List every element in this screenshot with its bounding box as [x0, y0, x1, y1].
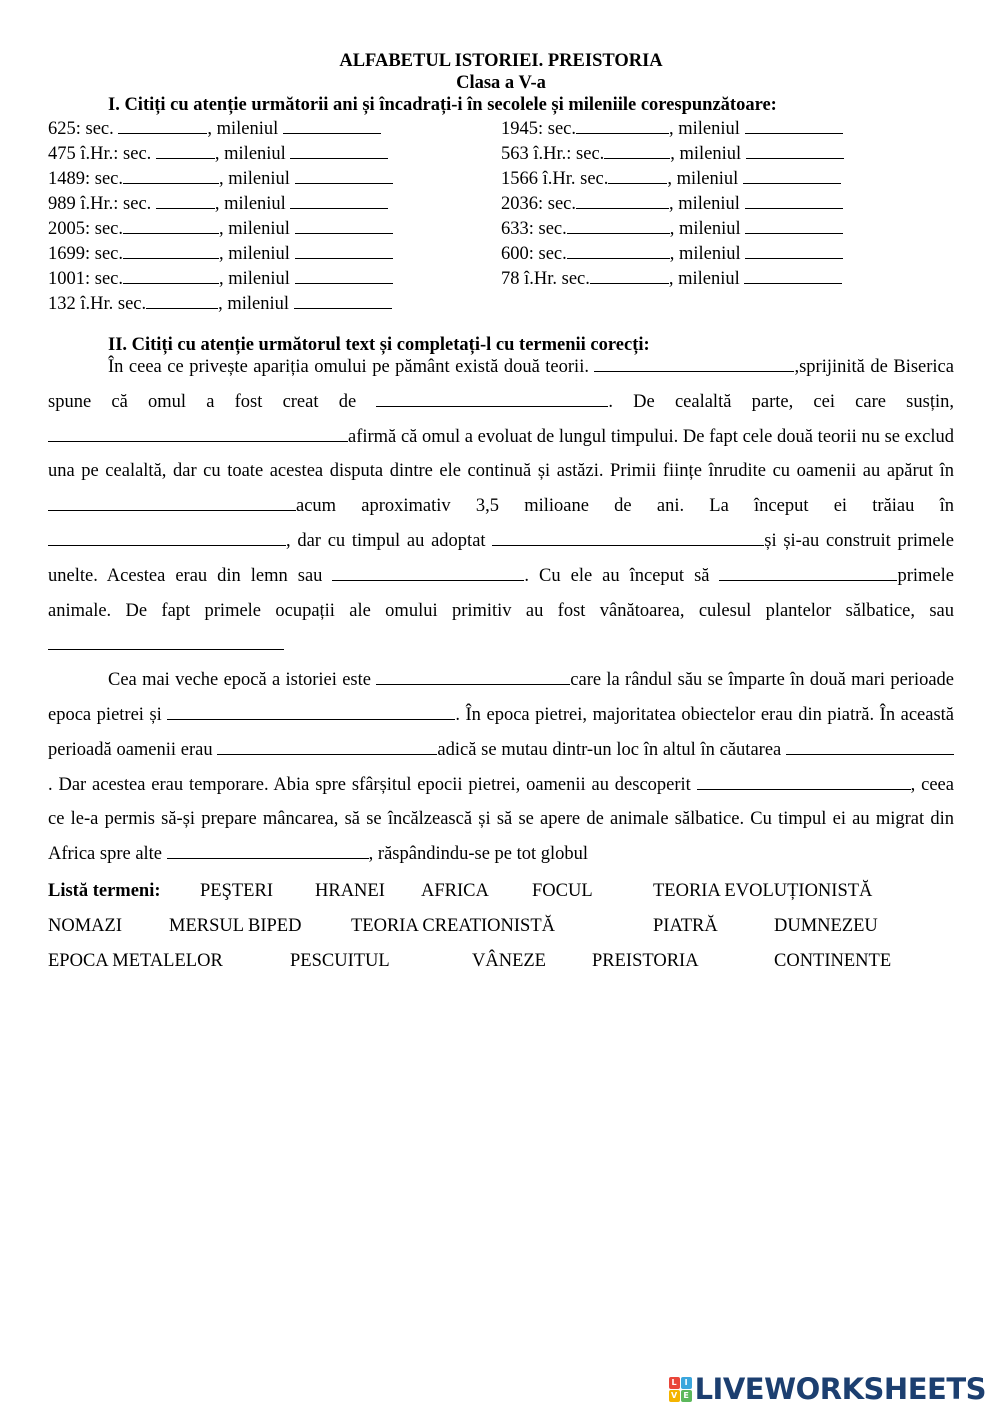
term-item: HRANEI [315, 880, 385, 901]
century-blank[interactable] [123, 267, 219, 284]
year-label: 1489: sec. [48, 169, 124, 189]
terms-row [48, 909, 954, 944]
century-blank[interactable] [156, 192, 215, 209]
year-row [501, 142, 954, 167]
mileniu-label: , mileniul [214, 144, 291, 164]
worksheet-page [48, 50, 954, 978]
fill-blank[interactable] [48, 529, 286, 546]
year-label: 132 î.Hr. sec. [48, 294, 147, 314]
millennium-blank[interactable] [295, 217, 393, 234]
year-row [501, 242, 954, 267]
fill-blank[interactable] [786, 738, 954, 755]
year-row [48, 217, 501, 242]
terms-row [48, 944, 954, 979]
year-label: 475 î.Hr.: sec. [48, 144, 156, 164]
liveworksheets-logo [669, 1372, 986, 1406]
year-row [501, 217, 954, 242]
year-label: 600: sec. [501, 244, 567, 264]
year-label: 563 î.Hr.: sec. [501, 144, 605, 164]
fill-blank[interactable] [719, 564, 897, 581]
mileniu-label: , mileniul [667, 169, 743, 189]
millennium-blank[interactable] [295, 167, 393, 184]
term-item: VÂNEZE [472, 950, 546, 971]
section1-heading: I. Citiți cu atenție următorii ani și încadrați-i în secolele și mileniile corespunzătoare: [108, 95, 777, 115]
century-blank[interactable] [567, 242, 670, 259]
century-blank[interactable] [123, 167, 219, 184]
term-item: PESCUITUL [290, 950, 390, 971]
year-row [501, 267, 954, 292]
millennium-blank[interactable] [745, 242, 843, 259]
terms-row [48, 874, 954, 909]
text-segment: . În epoca pietrei, majoritatea obiectelor erau din piatră. În această perioadă oamenii erau [48, 704, 955, 760]
terms-label: Listă termeni: [48, 880, 161, 901]
century-blank[interactable] [123, 217, 219, 234]
text-segment: primele animale. De fapt primele ocupații ale omului primitiv au fost vânătoarea, culesul plantelor sălbatice, sau [48, 565, 954, 621]
century-blank[interactable] [156, 142, 215, 159]
year-row [48, 142, 501, 167]
fill-blank[interactable] [167, 842, 369, 859]
term-item: EPOCA METALELOR [48, 950, 223, 971]
millennium-blank[interactable] [745, 217, 843, 234]
year-row [48, 292, 501, 317]
fill-blank[interactable] [376, 390, 608, 407]
fill-blank[interactable] [48, 425, 348, 442]
text-segment: adică se mutau dintr-un loc în altul în căutarea [437, 739, 786, 760]
year-row [48, 167, 501, 192]
millennium-blank[interactable] [744, 267, 842, 284]
mileniu-label: , mileniul [207, 119, 283, 139]
year-row [48, 242, 501, 267]
century-blank[interactable] [123, 242, 219, 259]
mileniu-label: , mileniul [669, 219, 746, 239]
fill-blank[interactable] [48, 494, 296, 511]
century-blank[interactable] [604, 142, 670, 159]
fill-blank[interactable] [48, 633, 284, 650]
year-label: 989 î.Hr.: sec. [48, 194, 156, 214]
term-item: TEORIA EVOLUȚIONISTĂ [653, 880, 873, 901]
year-row [48, 267, 501, 292]
millennium-blank[interactable] [294, 292, 392, 309]
term-item: MERSUL BIPED [169, 915, 302, 936]
page-title: ALFABETUL ISTORIEI. PREISTORIA [339, 51, 663, 71]
fill-in-text-paragraph-2 [48, 663, 954, 872]
millennium-blank[interactable] [745, 117, 843, 134]
year-row [48, 117, 501, 142]
text-segment: . Cu ele au început să [524, 565, 720, 586]
year-row [501, 167, 954, 192]
term-item: TEORIA CREATIONISTĂ [351, 915, 556, 936]
century-blank[interactable] [590, 267, 669, 284]
fill-blank[interactable] [594, 355, 794, 372]
liveworksheets-brand-text: LIVEWORKSHEETS [694, 1372, 986, 1406]
year-row [48, 192, 501, 217]
century-blank[interactable] [576, 117, 669, 134]
mileniu-label: , mileniul [219, 169, 295, 189]
mileniu-label: , mileniul [219, 219, 295, 239]
fill-blank[interactable] [332, 564, 524, 581]
text-segment: , răspândindu-se pe tot globul [368, 844, 589, 865]
millennium-blank[interactable] [290, 142, 388, 159]
term-item: AFRICA [421, 880, 489, 901]
mileniu-label: , mileniul [669, 244, 746, 264]
fill-blank[interactable] [697, 773, 911, 790]
mileniu-label: , mileniul [669, 194, 745, 214]
year-label: 2036: sec. [501, 194, 577, 214]
years-right-column [501, 117, 954, 317]
term-item: CONTINENTE [774, 950, 892, 971]
text-segment: afirmă că omul a evoluat de lungul timpului. De fapt cele două teorii nu se exclud una pe cealaltă, dar cu toate acestea disputa dintre ele continuă și astăzi. Primii ființe înrudite cu oamenii au apărut în [48, 426, 954, 482]
millennium-blank[interactable] [745, 192, 843, 209]
page-subtitle: Clasa a V-a [456, 73, 546, 93]
year-row [501, 192, 954, 217]
term-item: PEŞTERI [200, 880, 273, 901]
year-label: 2005: sec. [48, 219, 124, 239]
text-segment: și și-au construit primele unelte. Acestea erau din lemn sau [48, 530, 954, 586]
century-blank[interactable] [118, 117, 207, 134]
term-item: FOCUL [532, 880, 593, 901]
text-segment: acum aproximativ 3,5 milioane de ani. La început ei trăiau în [296, 496, 954, 517]
mileniu-label: , mileniul [668, 269, 745, 289]
years-grid [48, 117, 954, 317]
term-item: DUMNEZEU [774, 915, 878, 936]
term-item: PREISTORIA [592, 950, 699, 971]
millennium-blank[interactable] [743, 167, 841, 184]
year-label: 1001: sec. [48, 269, 124, 289]
mileniu-label: , mileniul [669, 119, 745, 139]
section2-heading: II. Citiți cu atenție următorul text și completați-l cu termenii corecți: [108, 335, 650, 355]
year-label: 1699: sec. [48, 244, 124, 264]
century-blank[interactable] [576, 192, 669, 209]
year-label: 633: sec. [501, 219, 567, 239]
millennium-blank[interactable] [283, 117, 381, 134]
liveworksheets-logo-icon: L I V E [669, 1377, 692, 1402]
text-segment: . De cealaltă parte, cei care susțin, [608, 391, 954, 412]
term-item: NOMAZI [48, 915, 122, 936]
fill-blank[interactable] [167, 703, 455, 720]
text-segment: care la rândul său se împarte în două mari perioade epoca pietrei și [48, 670, 955, 725]
millennium-blank[interactable] [295, 242, 393, 259]
fill-blank[interactable] [492, 529, 764, 546]
mileniu-label: , mileniul [670, 144, 746, 164]
millennium-blank[interactable] [746, 142, 844, 159]
years-left-column [48, 117, 501, 317]
century-blank[interactable] [146, 292, 218, 309]
millennium-blank[interactable] [290, 192, 388, 209]
century-blank[interactable] [567, 217, 670, 234]
century-blank[interactable] [608, 167, 667, 184]
year-label: 1566 î.Hr. sec. [501, 169, 609, 189]
text-segment: , ceea ce le-a permis să-și prepare mâncarea, să se încălzească și să se apere de animale sălbatice. Cu timpul ei au migrat din Africa spre alte [48, 774, 954, 865]
mileniu-label: , mileniul [218, 294, 294, 314]
year-label: 78 î.Hr. sec. [501, 269, 590, 289]
year-label: 1945: sec. [501, 119, 577, 139]
fill-blank[interactable] [376, 668, 570, 685]
millennium-blank[interactable] [295, 267, 393, 284]
terms-list [48, 874, 954, 978]
text-segment: . Dar acestea erau temporare. Abia spre sfârșitul epocii pietrei, oamenii au descoperit [48, 774, 697, 795]
text-segment: ,sprijinită de Biserica spune că omul a fost creat de [48, 357, 954, 412]
text-segment: , dar cu timpul au adoptat [286, 530, 493, 551]
text-segment: Cea mai veche epocă a istoriei este [108, 670, 377, 691]
fill-blank[interactable] [217, 738, 437, 755]
term-item: PIATRĂ [653, 915, 718, 936]
mileniu-label: , mileniul [219, 244, 295, 264]
year-label: 625: sec. [48, 119, 119, 139]
fill-in-text-paragraph-1 [48, 350, 954, 663]
year-row [501, 117, 954, 142]
text-segment: În ceea ce privește apariția omului pe pământ există două teorii. [108, 357, 595, 377]
mileniu-label: , mileniul [214, 194, 291, 214]
mileniu-label: , mileniul [219, 269, 295, 289]
